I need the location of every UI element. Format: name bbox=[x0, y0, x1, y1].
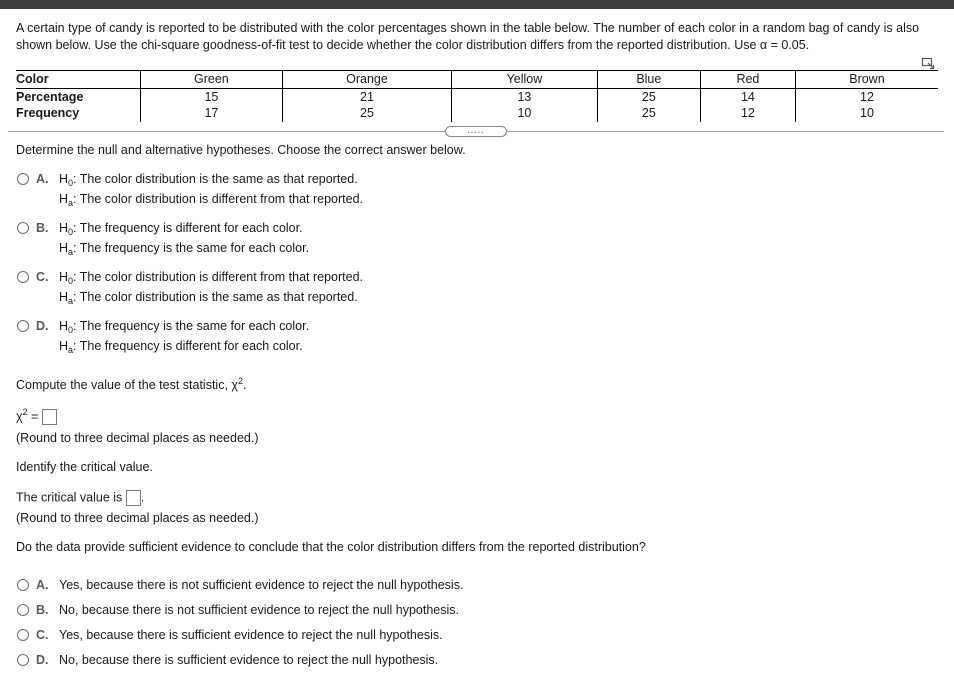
table-row-percentage bbox=[16, 88, 938, 105]
row-label: Percentage bbox=[16, 89, 84, 104]
top-bar bbox=[0, 0, 954, 9]
table-row-color bbox=[16, 71, 938, 89]
option-letter: B. bbox=[36, 603, 49, 617]
q3-round-note: (Round to three decimal places as needed.) bbox=[16, 511, 259, 525]
option-letter: C. bbox=[36, 628, 49, 642]
data-table bbox=[16, 70, 938, 122]
option-text: Yes, because there is not sufficient evidence to reject the null hypothesis. bbox=[59, 578, 464, 592]
problem-statement: A certain type of candy is reported to be distributed with the color percentages shown in the table below. The number of each color in a random bag of candy is also shown below. Use the chi-square goodness-of-fit test to decide whether the color distribution differs from the reported distribution. Use α = 0.05. bbox=[16, 21, 920, 52]
table-cell: 12 bbox=[795, 88, 938, 105]
table-cell: 25 bbox=[597, 88, 700, 105]
radio-button[interactable] bbox=[17, 222, 29, 234]
radio-button[interactable] bbox=[17, 654, 29, 666]
table-cell: 25 bbox=[597, 105, 700, 122]
table-cell: 12 bbox=[700, 105, 795, 122]
h0-line: $H_0$: The color distribution is different from that reported. bbox=[59, 270, 364, 286]
q4-prompt: Do the data provide sufficient evidence to conclude that the color distribution differs from the reported distribution? bbox=[16, 540, 646, 554]
table-cell: 21 bbox=[282, 88, 451, 105]
q3-prompt: Identify the critical value. bbox=[16, 460, 153, 474]
chi-square-answer-row: $\chi^2$ = bbox=[16, 409, 57, 425]
q1-prompt: Determine the null and alternative hypotheses. Choose the correct answer below. bbox=[16, 143, 466, 157]
table-cell: Orange bbox=[282, 71, 451, 89]
table-row-frequency bbox=[16, 105, 938, 122]
table-cell: 10 bbox=[795, 105, 938, 122]
popout-icon[interactable] bbox=[921, 56, 935, 70]
option-letter: D. bbox=[36, 653, 49, 667]
ha-line: $H_a$: The frequency is the same for each color. bbox=[59, 241, 310, 257]
option-letter: A. bbox=[36, 172, 49, 186]
q2-round-note: (Round to three decimal places as needed.) bbox=[16, 431, 259, 445]
option-letter: D. bbox=[36, 319, 49, 333]
row-label: Frequency bbox=[16, 106, 80, 121]
option-text: No, because there is sufficient evidence to reject the null hypothesis. bbox=[59, 653, 439, 667]
q2-prompt: Compute the value of the test statistic, $\chi^2$. bbox=[16, 376, 247, 392]
row-label: Color bbox=[16, 71, 141, 89]
chi-square-input[interactable] bbox=[42, 409, 57, 425]
h0-line: $H_0$: The color distribution is the same as that reported. bbox=[59, 172, 358, 188]
radio-button[interactable] bbox=[17, 604, 29, 616]
h0-line: $H_0$: The frequency is the same for each color. bbox=[59, 319, 310, 335]
table-cell: 10 bbox=[452, 105, 598, 122]
table-cell: Yellow bbox=[452, 71, 598, 89]
option-letter: A. bbox=[36, 578, 49, 592]
critical-label: The critical value is bbox=[16, 490, 123, 505]
h0-line: $H_0$: The frequency is different for each color. bbox=[59, 221, 303, 237]
radio-button[interactable] bbox=[17, 271, 29, 283]
expand-handle[interactable]: ..... bbox=[445, 126, 507, 137]
table-cell: 14 bbox=[700, 88, 795, 105]
critical-value-input[interactable] bbox=[126, 490, 141, 506]
table-cell: 13 bbox=[452, 88, 598, 105]
table-cell: Red bbox=[700, 71, 795, 89]
option-letter: C. bbox=[36, 270, 49, 284]
option-letter: B. bbox=[36, 221, 49, 235]
table-cell: 25 bbox=[282, 105, 451, 122]
ha-line: $H_a$: The color distribution is different from that reported. bbox=[59, 192, 364, 208]
ha-line: $H_a$: The frequency is different for each color. bbox=[59, 339, 303, 355]
chi-label: χ bbox=[16, 409, 23, 424]
table-cell: Blue bbox=[597, 71, 700, 89]
table-cell: 17 bbox=[141, 105, 283, 122]
radio-button[interactable] bbox=[17, 629, 29, 641]
radio-button[interactable] bbox=[17, 173, 29, 185]
table-cell: 15 bbox=[141, 88, 283, 105]
radio-button[interactable] bbox=[17, 320, 29, 332]
ha-line: $H_a$: The color distribution is the same as that reported. bbox=[59, 290, 358, 306]
table-cell: Brown bbox=[795, 71, 938, 89]
table-cell: Green bbox=[141, 71, 283, 89]
radio-button[interactable] bbox=[17, 579, 29, 591]
critical-value-row: The critical value is . bbox=[16, 490, 145, 505]
option-text: No, because there is not sufficient evidence to reject the null hypothesis. bbox=[59, 603, 460, 617]
option-text: Yes, because there is sufficient evidence to reject the null hypothesis. bbox=[59, 628, 443, 642]
